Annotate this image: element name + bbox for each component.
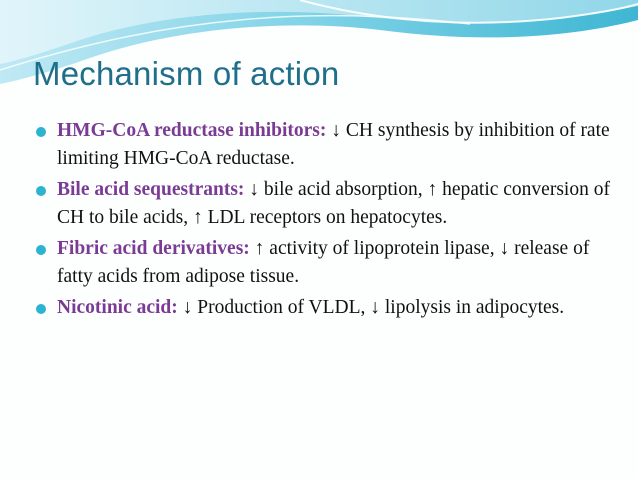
bullet-text: ↓ bile acid absorption, ↑ hepatic conversion of CH to bile acids, ↑ LDL receptors on hepatocytes. bbox=[57, 179, 610, 228]
bullet-nicotinic-acid bbox=[36, 294, 616, 322]
bullet-dot-icon bbox=[36, 245, 46, 255]
bullet-text: ↓ Production of VLDL, ↓ lipolysis in adipocytes. bbox=[177, 297, 565, 318]
bullet-term: Nicotinic acid: bbox=[57, 297, 178, 318]
bullet-text: ↓ CH synthesis by inhibition of rate limiting HMG-CoA reductase. bbox=[57, 120, 610, 169]
slide-title: Mechanism of action bbox=[33, 55, 340, 92]
bullet-dot-icon bbox=[36, 186, 46, 196]
bullet-term: Fibric acid derivatives: bbox=[57, 238, 250, 259]
bullet-bile-acid-sequestrants bbox=[36, 176, 616, 232]
bullet-dot-icon bbox=[36, 304, 46, 314]
bullet-fibric-acid-derivatives bbox=[36, 235, 616, 291]
bullet-list bbox=[36, 117, 616, 325]
bullet-term: HMG-CoA reductase inhibitors: bbox=[57, 120, 327, 141]
bullet-text: ↑ activity of lipoprotein lipase, ↓ release of fatty acids from adipose tissue. bbox=[57, 238, 590, 287]
bullet-term: Bile acid sequestrants: bbox=[57, 179, 245, 200]
bullet-dot-icon bbox=[36, 127, 46, 137]
bullet-statins bbox=[36, 117, 616, 173]
